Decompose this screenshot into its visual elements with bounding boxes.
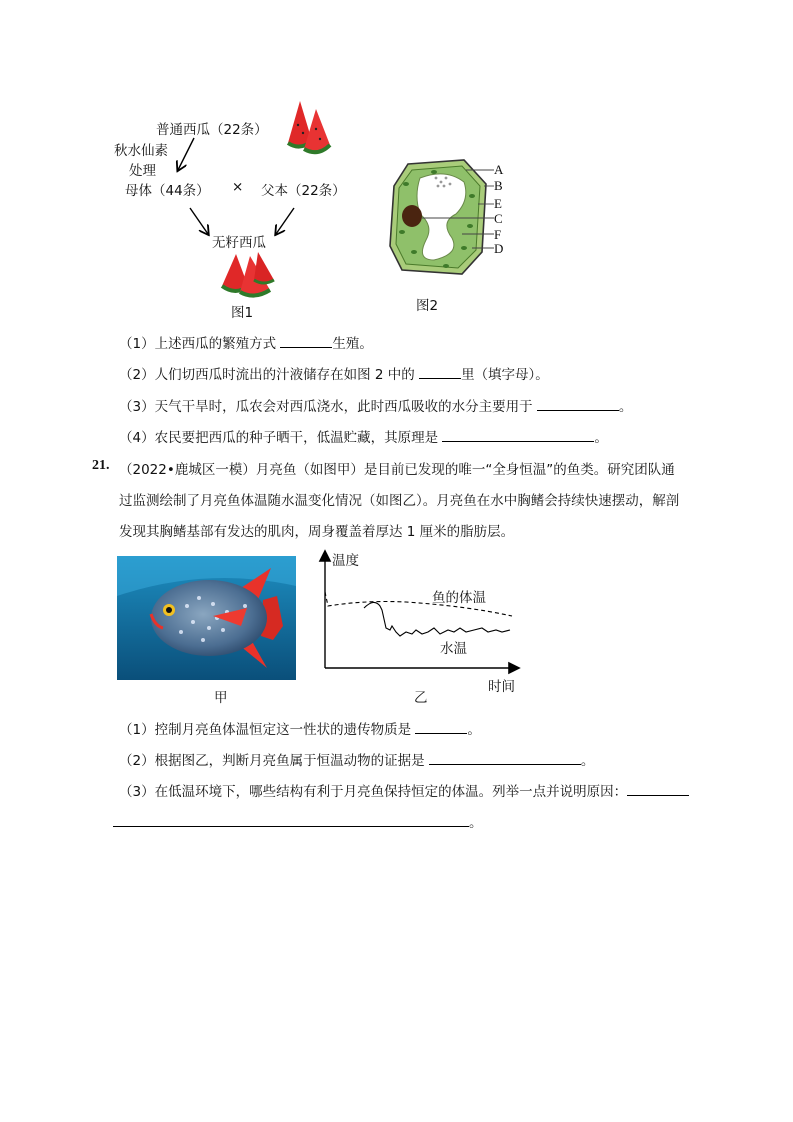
cell-label-b: B: [494, 178, 503, 193]
q21-item-3-text: （3）在低温环境下，哪些结构有利于月亮鱼保持恒定的体温。列举一点并说明原因：: [119, 784, 628, 800]
figure-yi-caption: 乙: [414, 690, 428, 706]
answer-blank[interactable]: [280, 333, 332, 348]
q20-item-1-suffix: 生殖。: [332, 336, 373, 352]
plant-cell-diagram: [386, 156, 506, 278]
q20-item-1-text: （1）上述西瓜的繁殖方式: [119, 336, 281, 352]
chart-x-label: 时间: [488, 679, 515, 695]
q21-item-1: [119, 718, 481, 738]
q21-item-3-continuation: [113, 811, 483, 831]
answer-blank[interactable]: [419, 364, 461, 379]
answer-blank[interactable]: [627, 781, 689, 796]
q21-item-1-text: （1）控制月亮鱼体温恒定这一性状的遗传物质是: [119, 722, 416, 738]
q21-item-3-suffix: 。: [469, 815, 483, 831]
seedless-watermelon-label: 无籽西瓜: [212, 235, 266, 251]
figure-1-caption: 图1: [231, 305, 254, 321]
q21-stem-line-3: 发现其胸鳍基部有发达的肌肉，周身覆盖着厚达 1 厘米的脂肪层。: [119, 524, 515, 540]
answer-blank[interactable]: [442, 427, 594, 442]
water-temp-line: [364, 602, 510, 636]
colchicine-label: 秋水仙素: [114, 143, 168, 159]
q21-item-2-text: （2）根据图乙，判断月亮鱼属于恒温动物的证据是: [119, 753, 429, 769]
cell-label-e: E: [494, 196, 502, 211]
chart-y-label: 温度: [332, 553, 359, 569]
q20-item-3: [119, 395, 632, 415]
moonfish-photo: [117, 556, 296, 680]
fish-temp-label: 鱼的体温: [432, 590, 486, 606]
mother-label: 母体（44条）: [125, 183, 210, 199]
water-temp-label: 水温: [440, 641, 467, 657]
q20-item-3-suffix: 。: [618, 399, 633, 415]
ordinary-watermelon-label: 普通西瓜（22条）: [156, 122, 268, 138]
q20-item-4-text: （4）农民要把西瓜的种子晒干，低温贮藏，其原理是: [119, 430, 443, 446]
answer-blank[interactable]: [415, 719, 467, 734]
q20-item-3-text: （3）天气干旱时，瓜农会对西瓜浇水，此时西瓜吸收的水分主要用于: [119, 399, 537, 415]
q21-stem-line-1: （2022•鹿城区一模）月亮鱼（如图甲）是目前已发现的唯一“全身恒温”的鱼类。研究团队通: [119, 462, 675, 478]
answer-blank[interactable]: [537, 396, 619, 411]
watermelon-slices-icon: [286, 99, 332, 157]
q21-item-3: [119, 780, 689, 800]
question-number: 21.: [92, 458, 110, 473]
figure-2-caption: 图2: [416, 298, 439, 314]
cell-label-f: F: [494, 227, 502, 242]
q21-item-1-suffix: 。: [467, 722, 481, 738]
cell-label-c: C: [494, 211, 503, 226]
seedless-watermelon-icon: [220, 250, 276, 300]
cell-label-d: D: [494, 241, 504, 256]
father-label: 父本（22条）: [261, 183, 346, 199]
cell-label-a: A: [494, 162, 504, 177]
q20-item-2: [119, 363, 549, 383]
cross-symbol: ×: [232, 179, 244, 195]
answer-blank[interactable]: [113, 812, 469, 827]
answer-blank[interactable]: [429, 750, 581, 765]
q21-item-2-suffix: 。: [580, 753, 595, 769]
figure-jia-caption: 甲: [214, 690, 228, 706]
q20-item-1: [119, 332, 373, 352]
treatment-label: 处理: [129, 163, 156, 179]
q20-item-2-suffix: 里（填字母）。: [461, 367, 549, 383]
q20-item-4: [119, 426, 608, 446]
q20-item-2-text: （2）人们切西瓜时流出的汁液储存在如图 2 中的: [119, 367, 420, 383]
q20-item-4-suffix: 。: [594, 430, 608, 446]
q21-stem-line-2: 过监测绘制了月亮鱼体温随水温变化情况（如图乙）。月亮鱼在水中胸鳍会持续快速摆动，解剖: [119, 493, 680, 509]
q21-item-2: [119, 749, 594, 769]
